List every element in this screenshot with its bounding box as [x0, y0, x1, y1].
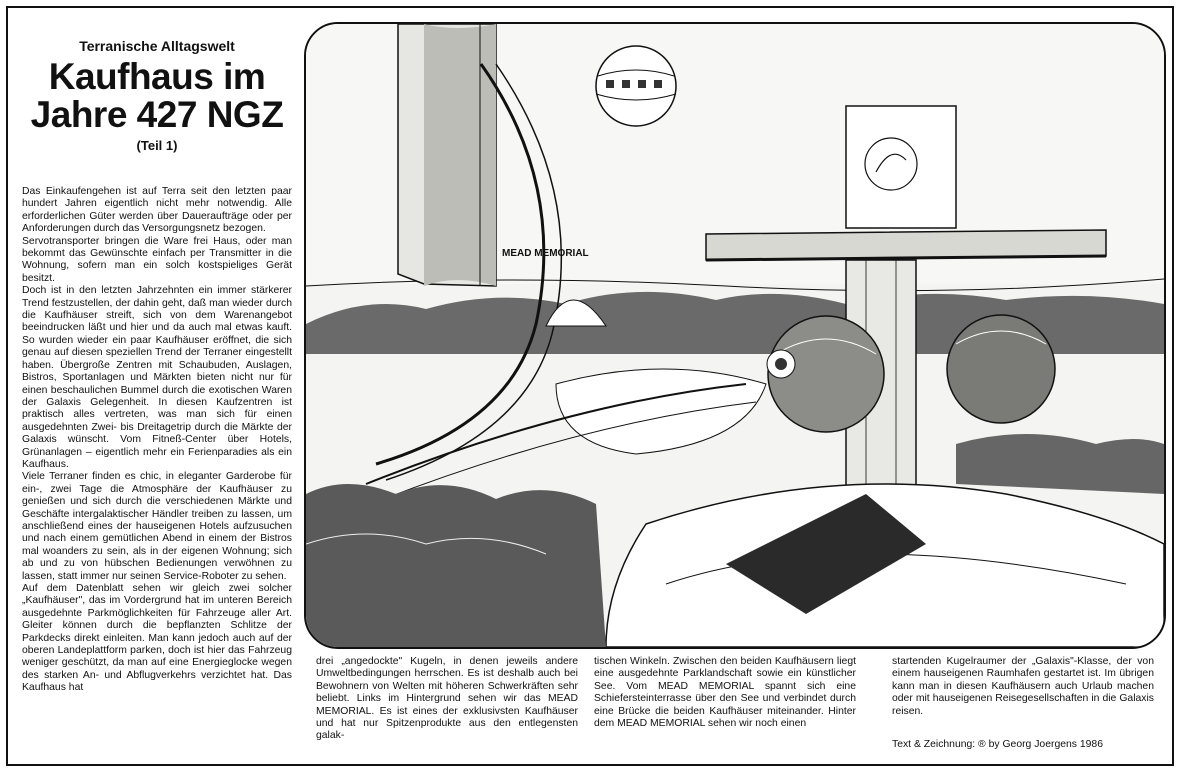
bottom-column-3: tischen Winkeln. Zwischen den beiden Kaufhäusern liegt eine ausgedehnte Parklandschaft sowie ein künstlicher See. Vom MEAD MEMORIAL spannt sich eine Schiefersteinterrasse über den See und verbindet durch eine Brücke die beiden Kaufhäuser miteinander. Hinter dem MEAD MEMORIAL sehen wir noch einen: [594, 656, 856, 730]
article-title: [22, 58, 292, 134]
article-part: (Teil 1): [136, 138, 178, 153]
bottom-column-4: startenden Kugelraumer der „Galaxis"-Klasse, der von einem hauseigenen Raumhafen gestartet ist. Im übrigen kann man in diesen Kaufhäusern auch Urlaub machen oder mit hauseigenen Reisegesellschaften in die Galaxis reisen.: [892, 656, 1154, 717]
foreground-foliage: [306, 484, 606, 647]
spaceship-sphere: [596, 46, 676, 126]
paragraph: Das Einkaufengehen ist auf Terra seit den letzten paar hundert Jahren eigentlich nicht mehr notwendig. Alle erforderlichen Güter werden über Daueraufträge oder per Anforderungen durch das Versorgungsnetz bezogen.: [22, 186, 292, 235]
illustration-drawing: [306, 24, 1164, 647]
left-body-text: [22, 186, 292, 695]
illustration-frame: [304, 22, 1166, 649]
paragraph: Doch ist in den letzten Jahrzehnten ein immer stärkerer Trend festzustellen, der dahin geht, daß man wieder durch die Kaufhäuser streift, sich von dem Warenangebot beeindrucken läßt und hier und da auch mal etwas kauft. So wurden wieder ein paar Kaufhäuser eröffnet, die sich genau auf diesen speziellen Trend der Terraner eingestellt haben. Übergroße Zentren mit Schaubuden, Auslagen, Bistros, Sportanlagen und Märkten bieten nicht nur für einen beschaulichen Bummel durch die exotischen Waren der Galaxis Gelegenheit. In diesen Kaufzentren ist praktisch alles vertreten, was man sich für einen ausgedehnten Zwei- bis Dreitagetrip durch die Märkte der Galaxis wünscht. Vom Fitneß-Center über Hotels, Grünanlagen – eigentlich mehr ein Ferienparadies als ein Kaufhaus.: [22, 285, 292, 470]
article-kicker: Terranische Alltagswelt: [79, 38, 235, 54]
docked-sphere-left: [767, 316, 884, 432]
title-line-1: Kaufhaus im: [48, 56, 266, 97]
title-line-2: Jahre 427 NGZ: [30, 94, 284, 135]
paragraph: Auf dem Datenblatt sehen wir gleich zwei solcher „Kaufhäuser", das im Vordergrund hat im unteren Bereich ausgedehnte Parkmöglichkeiten für Fahrzeuge aller Art. Gleiter können durch die bepflanzten Schlitze der Parkdecks direkt einleiten. Man kann jedoch auch auf der oberen Landeplattform parken, doch ist hier das Fahrzeug weniger geschützt, da man auf eine Energieglocke wegen des starken An- und Abflugverkehrs verzichtet hat. Das Kaufhaus hat: [22, 583, 292, 694]
left-column: [22, 30, 292, 694]
bottom-column-2: drei „angedockte" Kugeln, in denen jeweils andere Umweltbedingungen herrschen. Es ist deshalb auch bei Bewohnern von Welten mit höheren Schwerkräften sehr beliebt. Links im Hintergrund sehen wir das MEAD MEMORIAL. Es ist eines der exklusivsten Kaufhäuser und hat nur Spitzenprodukte aus den entlegensten galak-: [316, 656, 578, 742]
docked-sphere-right: [947, 315, 1055, 423]
paragraph: Servotransporter bringen die Ware frei Haus, oder man bekommt das Gewünschte einfach per Transmitter in die Wohnung, sofern man ein solch kostspieliges Gerät besitzt.: [22, 235, 292, 284]
right-cube-building: [846, 106, 956, 228]
paragraph: Viele Terraner finden es chic, in eleganter Garderobe für ein-, zwei Tage die Atmosphäre der Kaufhäuser zu genießen und sich durch die verschiedenen Märkte und Geschäfte intergalaktischer Händler treiben zu lassen, um anschließend eines der hauseigenen Hotels aufzusuchen und nach einem gemütlichen Abend in einem der Bistros mal woanders zu sein, als in der eigenen Wohnung; sich ab und zu von hübschen Bedienungen verwöhnen zu lassen, statt immer nur seinen Service-Roboter zu sehen.: [22, 471, 292, 582]
right-foliage: [956, 434, 1164, 494]
tower-sign: MEAD MEMORIAL: [502, 248, 589, 259]
credit-line: Text & Zeichnung: ® by Georg Joergens 1986: [892, 739, 1103, 750]
tower-shading: [424, 24, 496, 286]
